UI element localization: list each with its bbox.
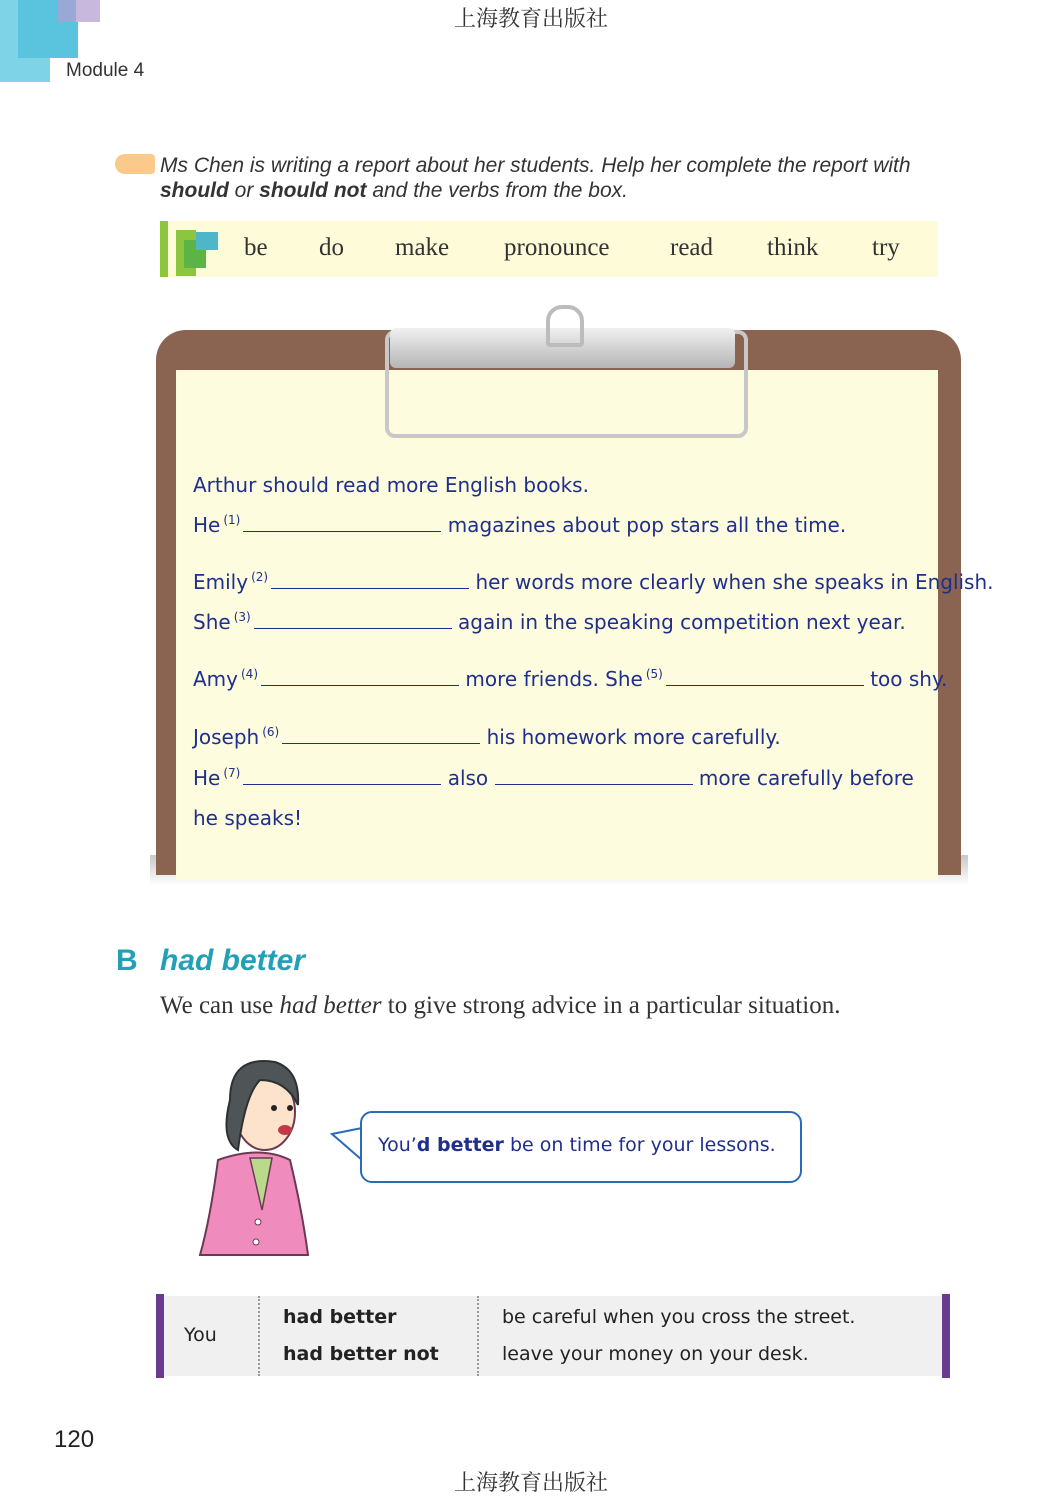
- section-title: had better: [160, 944, 306, 977]
- table-modal-2: had better not: [283, 1343, 439, 1365]
- report-line-6: Joseph $^{(6)}$ his homework more carefully.: [193, 725, 781, 749]
- report-line-3: Emily $^{(2)}$ her words more clearly when she speaks in English.: [193, 570, 994, 594]
- word-box-accent: [160, 221, 168, 277]
- word-pronounce: pronounce: [504, 234, 610, 261]
- answer-blank-2[interactable]: [271, 570, 469, 589]
- word-think: think: [767, 234, 819, 261]
- clipboard-ring-icon: [546, 305, 584, 347]
- answer-blank-7b[interactable]: [495, 766, 693, 785]
- word-read: read: [670, 234, 714, 261]
- report-line-4: She $^{(3)}$ again in the speaking competition next year.: [193, 610, 906, 634]
- grammar-table-accent: [156, 1294, 164, 1378]
- answer-blank-5[interactable]: [666, 667, 864, 686]
- word-try: try: [872, 234, 900, 261]
- exercise-instruction: Ms Chen is writing a report about her students. Help her complete the report with should or should not and the verbs from the box.: [160, 154, 911, 202]
- word-make: make: [395, 234, 450, 261]
- answer-blank-3[interactable]: [254, 610, 452, 629]
- grammar-table-divider: [258, 1296, 260, 1376]
- report-line-5: Amy $^{(4)}$ more friends. She $^{(5)}$ too shy.: [193, 667, 948, 691]
- exercise-tag: [115, 154, 155, 174]
- module-label: Module 4: [66, 60, 145, 81]
- publisher-footer: 上海教育出版社: [453, 1471, 608, 1496]
- publisher-header: 上海教育出版社: [453, 7, 608, 32]
- report-line-8: he speaks!: [193, 806, 303, 830]
- table-modal-1: had better: [283, 1306, 397, 1328]
- table-rest-2: leave your money on your desk.: [502, 1343, 809, 1365]
- word-box-icon: [196, 232, 218, 250]
- speech-bubble-text: You’d better be on time for your lessons.: [378, 1134, 776, 1156]
- section-letter: B: [116, 944, 138, 977]
- report-line-2: He $^{(1)}$ magazines about pop stars all the time.: [193, 513, 847, 537]
- table-rest-1: be careful when you cross the street.: [502, 1306, 856, 1328]
- word-do: do: [319, 234, 344, 261]
- page-number: 120: [54, 1426, 95, 1453]
- answer-blank-6[interactable]: [282, 725, 480, 744]
- answer-blank-1[interactable]: [243, 513, 441, 532]
- answer-blank-7[interactable]: [243, 766, 441, 785]
- bubble-tail-icon: [330, 1124, 364, 1164]
- table-subject: You: [184, 1324, 217, 1346]
- grammar-table-divider: [477, 1296, 479, 1376]
- report-line-7: He $^{(7)}$ also more carefully before: [193, 766, 914, 790]
- teacher-illustration: [190, 1050, 330, 1265]
- word-be: be: [244, 234, 268, 261]
- grammar-table-accent: [942, 1294, 950, 1378]
- section-description: We can use had better to give strong advice in a particular situation.: [160, 992, 841, 1019]
- report-line-1: Arthur should read more English books.: [193, 473, 589, 497]
- answer-blank-4[interactable]: [261, 667, 459, 686]
